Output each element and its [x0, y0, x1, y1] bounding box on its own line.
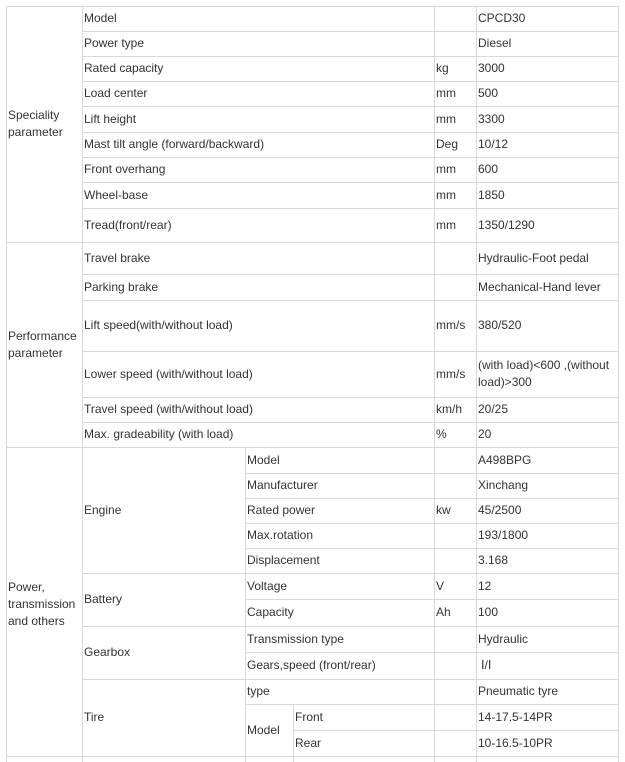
row-value: 3.168	[478, 553, 509, 567]
row-unit	[434, 548, 476, 573]
row-unit	[434, 447, 476, 473]
row-unit: mm	[436, 162, 456, 176]
row-value: 14-17.5-14PR	[478, 709, 553, 724]
row-value: 10/12	[478, 137, 509, 151]
row-label: Lift height	[84, 111, 137, 126]
row-unit: %	[436, 427, 447, 441]
row-unit	[434, 473, 476, 498]
row-label: Transmission type	[247, 631, 344, 646]
row-unit: kg	[436, 61, 449, 75]
row-unit: mm	[436, 217, 456, 232]
row-value: 20	[478, 427, 492, 441]
row-label: Gears,speed (front/rear)	[247, 658, 376, 672]
row-label: Lift speed(with/without load)	[84, 318, 233, 332]
row-value: 10-16.5-10PR	[478, 735, 553, 750]
row-label: Parking brake	[84, 279, 159, 294]
row-value: 3300	[478, 111, 505, 126]
row-label: Mast tilt angle (forward/backward)	[84, 137, 265, 151]
row-value: Xinchang	[478, 478, 529, 492]
row-value: Diesel	[478, 36, 512, 50]
row-value: (with load)<600 ,(without load)>300	[478, 358, 610, 389]
row-label: Max. gradeability (with load)	[84, 427, 234, 441]
row-label: Manufacturer	[247, 478, 318, 492]
row-unit: Deg	[436, 137, 459, 151]
row-unit: kw	[436, 503, 451, 517]
row-value: Pneumatic tyre	[478, 684, 559, 698]
group-label-tire: Tire	[84, 710, 105, 724]
row-value: A498BPG	[478, 452, 532, 467]
row-label: Travel brake	[84, 250, 151, 265]
row-label: Front	[295, 709, 324, 724]
grid-line	[618, 6, 619, 762]
row-unit	[434, 6, 476, 31]
row-unit: mm	[436, 187, 456, 202]
row-unit: mm	[436, 86, 456, 100]
row-label: Power type	[84, 36, 145, 50]
grid-line	[6, 756, 618, 757]
row-value: 380/520	[478, 318, 522, 332]
row-label: Rated capacity	[84, 61, 164, 75]
row-label: Lower speed (with/without load)	[84, 366, 253, 381]
row-value: Hydraulic-Foot pedal	[478, 250, 589, 265]
row-unit: mm/s	[436, 366, 466, 381]
row-value: Mechanical-Hand lever	[478, 279, 601, 294]
row-value: 193/1800	[478, 528, 529, 542]
section-label-power: Power, transmission and others	[8, 580, 76, 628]
row-value: 1850	[478, 187, 505, 202]
row-value: 500	[478, 86, 499, 100]
row-value: 3000	[478, 61, 505, 75]
row-value: Hydraulic	[478, 631, 529, 646]
row-value: 20/25	[478, 402, 509, 416]
row-unit: km/h	[436, 402, 463, 416]
row-value: 100	[478, 605, 499, 619]
row-label: type	[247, 684, 270, 698]
group-label-gearbox: Gearbox	[84, 645, 131, 659]
row-label: Capacity	[247, 605, 294, 619]
row-unit: V	[436, 578, 445, 593]
row-unit: Ah	[436, 605, 451, 619]
row-value: 1350/1290	[478, 217, 535, 232]
row-label: Displacement	[247, 553, 320, 567]
row-label: Travel speed (with/without load)	[84, 402, 253, 416]
row-unit	[434, 242, 476, 274]
row-value: 45/2500	[478, 503, 522, 517]
section-label-speciality: Speciality parameter	[8, 108, 63, 139]
row-label: Max.rotation	[247, 528, 314, 542]
row-label: Model	[247, 452, 280, 467]
row-label: Wheel-base	[84, 187, 149, 202]
row-value: 600	[478, 162, 499, 176]
row-value: CPCD30	[478, 11, 526, 25]
row-label: Rated power	[247, 503, 316, 517]
tire-model-label: Model	[247, 722, 280, 737]
row-unit	[434, 523, 476, 548]
row-label: Rear	[295, 735, 322, 750]
row-value: Ⅰ/Ⅰ	[481, 658, 492, 672]
row-unit: mm/s	[436, 318, 466, 332]
row-unit	[434, 626, 476, 652]
row-label: Front overhang	[84, 162, 166, 176]
section-label-performance: Performance parameter	[8, 328, 77, 360]
row-unit	[434, 652, 476, 679]
row-label: Voltage	[247, 578, 288, 593]
row-label: Model	[84, 11, 117, 25]
row-label: Load center	[84, 86, 148, 100]
group-label-battery: Battery	[84, 592, 123, 606]
row-unit	[434, 31, 476, 56]
row-value: 12	[478, 578, 492, 593]
row-label: Tread(front/rear)	[84, 217, 172, 232]
group-label-engine: Engine	[84, 502, 122, 517]
row-unit	[434, 274, 476, 300]
row-unit: mm	[436, 111, 456, 126]
